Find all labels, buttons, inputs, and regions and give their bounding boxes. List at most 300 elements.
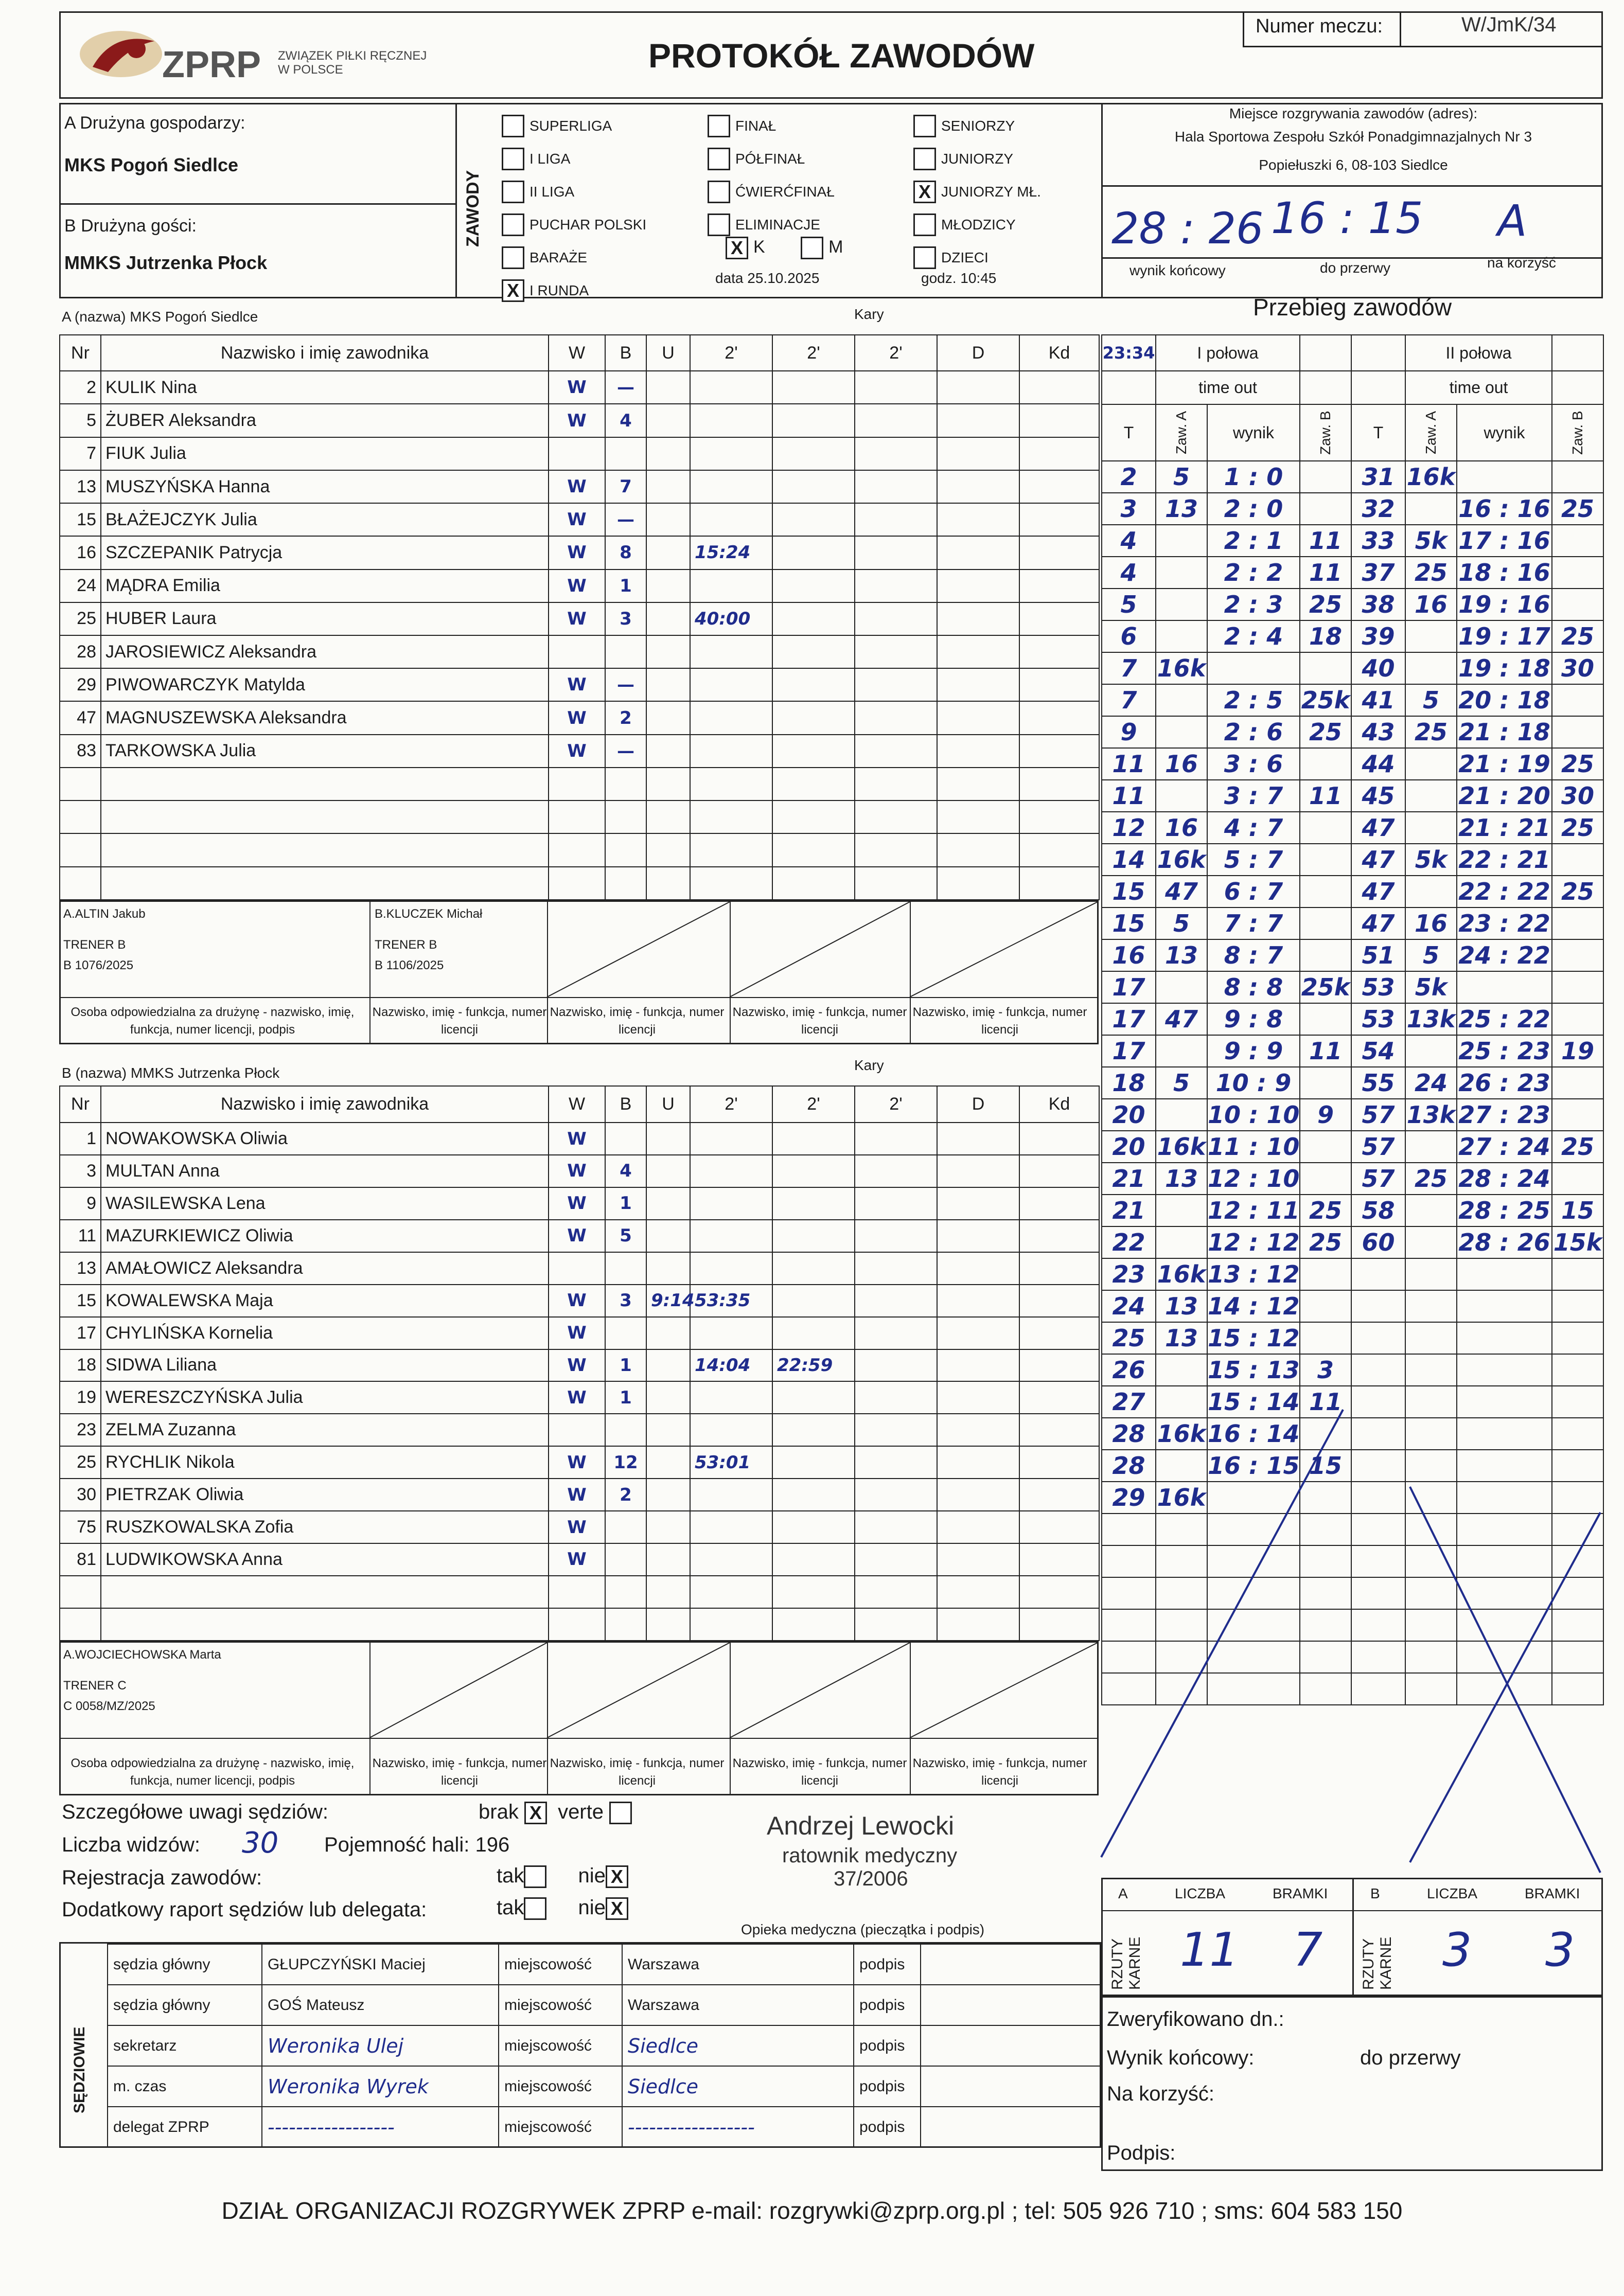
player-penalty-2 [772,1285,855,1317]
player-goals: 1 [605,1187,646,1220]
player-row [60,668,1099,701]
player-penalty-cell [1019,867,1099,900]
timeline-t2: 54 [1351,1035,1405,1067]
player-penalty-2 [772,1381,855,1414]
timeline-score1: 2 : 1 [1207,525,1300,557]
timeline-row [1102,1226,1603,1258]
comp-checkbox[interactable]: X [502,279,524,302]
player-name: KOWALEWSKA Maja [101,1285,549,1317]
player-w [549,1608,605,1641]
comp-option-label: PÓŁFINAŁ [735,151,805,167]
player-goals: 7 [605,470,646,503]
player-w: W [549,668,605,701]
comp-checkbox[interactable] [502,246,524,269]
comp-option [502,142,646,175]
player-w: W [549,1285,605,1317]
comp-checkbox[interactable] [502,181,524,203]
comp-checkbox[interactable]: X [913,181,936,203]
org-sub1: ZWIĄZEK PIŁKI RĘCZNEJ [278,49,427,63]
comp-checkbox[interactable] [708,213,730,236]
player-name: CHYLIŃSKA Kornelia [101,1317,549,1349]
timeline-zaw-b2: 25 [1552,748,1603,780]
timeline-zaw-b2: 19 [1552,1035,1603,1067]
m-checkbox[interactable] [801,237,823,259]
player-goals [605,867,646,900]
timeline-score1 [1207,652,1300,684]
widzow-label: Liczba widzów: [62,1834,201,1856]
player-name: LUDWIKOWSKA Anna [101,1543,549,1576]
timeline-score1: 12 : 12 [1207,1226,1300,1258]
player-w: W [549,1349,605,1382]
timeline-t1: 17 [1102,971,1156,1003]
timeline-score2: 26 : 23 [1457,1067,1552,1099]
timeline-score1: 6 : 7 [1207,876,1300,907]
timeline-score2: 27 : 23 [1457,1099,1552,1131]
player-goals: 3 [605,1285,646,1317]
player-number [60,1576,101,1608]
comp-option-label: MŁODZICY [941,217,1016,233]
gender-row [726,237,843,259]
timeline-zaw-b2: 25 [1552,876,1603,907]
comp-checkbox[interactable] [913,213,936,236]
timeline-zaw-a2 [1405,652,1457,684]
timeline-zaw-a2: 24 [1405,1067,1457,1099]
timeline-zaw-a2 [1405,1322,1457,1354]
winner-label: na korzyść [1487,255,1556,271]
timeline-t1: 6 [1102,620,1156,652]
timeline-zaw-b1: 25 [1300,1226,1351,1258]
player-penalty-2 [772,1187,855,1220]
player-row [60,536,1099,569]
player-penalty-cell [855,800,937,833]
timeline-zaw-a2 [1405,876,1457,907]
player-number: 23 [60,1414,101,1446]
timeline-score1: 3 : 6 [1207,748,1300,780]
player-number [60,768,101,800]
comp-checkbox[interactable] [708,181,730,203]
official-slot-label: Nazwisko, imię - funkcja, numer licencji [550,1005,725,1037]
timeline-zaw-b1: 11 [1300,1035,1351,1067]
timeline-score1: 14 : 12 [1207,1290,1300,1322]
timeline-zaw-b1: 25 [1300,589,1351,620]
player-penalty-cell [937,1608,1019,1641]
player-number: 9 [60,1187,101,1220]
player-w: W [549,1381,605,1414]
official-row [108,1944,1101,1985]
player-penalty-1 [690,1187,772,1220]
player-warning [646,668,690,701]
comp-checkbox[interactable] [502,213,524,236]
timeline-t2: 44 [1351,748,1405,780]
timeline-row [1102,907,1603,939]
timeline-score2: 21 : 18 [1457,716,1552,748]
timeline-score2 [1457,1290,1552,1322]
timeline-score2 [1457,1322,1552,1354]
player-warning [646,1220,690,1252]
player-goals [605,1317,646,1349]
timeline-zaw-a2 [1405,1258,1457,1290]
player-row [60,437,1099,470]
player-name: KULIK Nina [101,371,549,404]
timeline-t1: 24 [1102,1290,1156,1322]
player-name: NOWAKOWSKA Oliwia [101,1123,549,1155]
player-warning [646,1543,690,1576]
player-number: 5 [60,404,101,437]
team-a-table [59,334,1099,900]
timeline-zaw-a1 [1156,1195,1207,1226]
final-score: 28 : 26 [1111,203,1264,254]
brak-checkbox[interactable]: X [524,1802,547,1824]
player-w: W [549,404,605,437]
player-row [60,1155,1099,1187]
timeline-zaw-b2 [1552,1322,1603,1354]
timeline-zaw-b1: 11 [1300,1386,1351,1418]
player-row [60,1543,1099,1576]
timeline-zaw-a2 [1405,1195,1457,1226]
comp-col1 [502,109,646,307]
player-penalty-cell [937,1187,1019,1220]
player-penalty-1 [690,1576,772,1608]
comp-option-label: II LIGA [529,184,575,200]
timeline-zaw-a2 [1405,780,1457,812]
player-penalty-cell [937,1155,1019,1187]
player-warning [646,437,690,470]
player-penalty-cell [855,1543,937,1576]
signature-label: podpis [854,1944,921,1985]
player-w [549,635,605,668]
official-name: Weronika Wyrek [262,2066,499,2107]
player-name [101,833,549,866]
timeline-t2: 58 [1351,1195,1405,1226]
player-penalty-1 [690,404,772,437]
timeline-t2: 53 [1351,971,1405,1003]
player-name [101,768,549,800]
player-penalty-1 [690,867,772,900]
player-goals: — [605,371,646,404]
player-penalty-2: 22:59 [772,1349,855,1382]
player-penalty-cell [855,602,937,635]
org-sub2: W POLSCE [278,63,343,77]
timeline-cell [1351,371,1405,404]
official-place: Siedlce [622,2025,854,2066]
timeline-t2: 31 [1351,461,1405,493]
player-w: W [549,1479,605,1511]
timeline-zaw-b1: 11 [1300,780,1351,812]
timeline-row [1102,1131,1603,1163]
player-penalty-cell [1019,1381,1099,1414]
timeline-t2: 39 [1351,620,1405,652]
signature-cell [921,2025,1101,2066]
timeline-row [1102,1099,1603,1131]
timeline-zaw-a2: 25 [1405,1163,1457,1195]
timeline-zaw-b2: 15k [1552,1226,1603,1258]
player-penalty-cell [937,735,1019,768]
timeline-score2 [1457,461,1552,493]
player-w [549,768,605,800]
player-penalty-1 [690,503,772,536]
player-w: W [549,503,605,536]
player-number: 2 [60,371,101,404]
timeline-zaw-b1: 18 [1300,620,1351,652]
official-role: sekretarz [108,2025,262,2066]
timeline-score2: 25 : 22 [1457,1003,1552,1035]
timeline-zaw-b2 [1552,1354,1603,1386]
timeline-zaw-b1 [1300,1322,1351,1354]
player-penalty-cell [855,1608,937,1641]
timeline-zaw-a2 [1405,1354,1457,1386]
timeline-score2: 17 : 16 [1457,525,1552,557]
player-penalty-cell [855,1187,937,1220]
official-role: delegat ZPRP [108,2107,262,2147]
timeline-score2: 28 : 26 [1457,1226,1552,1258]
player-name: ŻUBER Aleksandra [101,404,549,437]
divider [1101,103,1103,298]
timeline-t1: 14 [1102,844,1156,876]
sedziowie-label: SĘDZIOWIE [71,2026,88,2113]
official-slot-label: Nazwisko, imię - funkcja, numer licencji [912,1005,1087,1037]
rejestracja-row [497,1864,633,1888]
team-a-officials [59,900,1099,1044]
player-penalty-2 [772,1608,855,1641]
player-penalty-cell [937,635,1019,668]
player-penalty-1 [690,1220,772,1252]
player-penalty-cell [1019,404,1099,437]
player-penalty-cell [1019,569,1099,602]
col-header: Nr [60,335,101,371]
timeline-zaw-a1: 13 [1156,1163,1207,1195]
timeline-score1: 1 : 0 [1207,461,1300,493]
official-2-role: TRENER B [375,938,437,952]
player-row [60,1349,1099,1382]
col-header: B [605,335,646,371]
player-row [60,1187,1099,1220]
player-goals [605,437,646,470]
player-row [60,503,1099,536]
player-penalty-cell [1019,800,1099,833]
player-name: TARKOWSKA Julia [101,735,549,768]
timeline-zaw-b2 [1552,557,1603,589]
player-number: 83 [60,735,101,768]
timeline-zaw-b2 [1552,1290,1603,1322]
slot-diagonals [61,902,1100,1000]
timeline-zaw-a1: 16k [1156,844,1207,876]
comp-checkbox[interactable] [913,115,936,137]
player-penalty-cell [1019,635,1099,668]
player-w: W [549,1155,605,1187]
timeline-timeout-row [1102,371,1603,404]
timeline-t2 [1351,1290,1405,1322]
player-penalty-cell [1019,470,1099,503]
col-header: 2' [855,335,937,371]
player-penalty-cell [1019,1414,1099,1446]
match-time: godz. 10:45 [921,270,997,286]
player-penalty-cell [855,1220,937,1252]
official-1-licence: B 1076/2025 [63,958,134,972]
player-penalty-cell [937,602,1019,635]
rej-nie-checkbox[interactable]: X [606,1865,628,1888]
divider [455,103,457,298]
official-name: Weronika Ulej [262,2025,499,2066]
rej-tak-checkbox[interactable] [524,1865,546,1888]
player-penalty-2 [772,735,855,768]
player-name: BŁAŻEJCZYK Julia [101,503,549,536]
comp-option [913,109,1041,142]
player-penalty-cell [937,1511,1019,1543]
official-2-licence: B 1106/2025 [375,958,444,972]
timeline-t2: 51 [1351,939,1405,971]
player-penalty-1 [690,437,772,470]
timeline-row [1102,525,1603,557]
player-penalty-cell [1019,503,1099,536]
player-number: 19 [60,1381,101,1414]
timeline-score1: 9 : 9 [1207,1035,1300,1067]
timeline-t1: 21 [1102,1195,1156,1226]
timeline-score1: 12 : 11 [1207,1195,1300,1226]
comp-checkbox[interactable] [708,115,730,137]
pen-a-bramki: BRAMKI [1273,1885,1328,1901]
away-team-label: B Drużyna gości: [64,216,197,236]
widzow-value: 30 [242,1826,279,1860]
comp-checkbox[interactable] [913,246,936,269]
brak-label: brak [479,1801,519,1823]
comp-checkbox[interactable] [708,148,730,170]
player-penalty-cell [855,1511,937,1543]
k-checkbox[interactable]: X [726,237,748,259]
timeline-score1: 16 : 15 [1207,1450,1300,1482]
timeline-zaw-b1 [1300,1258,1351,1290]
player-penalty-cell [1019,1187,1099,1220]
player-penalty-1 [690,1414,772,1446]
player-penalty-2 [772,1479,855,1511]
signature-label: podpis [854,2066,921,2107]
team-a-kary: Kary [854,306,884,322]
comp-checkbox[interactable] [502,115,524,137]
comp-option [913,175,1041,208]
timeline-t2 [1351,1258,1405,1290]
player-number [60,800,101,833]
timeline-zaw-b2 [1552,907,1603,939]
timeline-score2: 25 : 23 [1457,1035,1552,1067]
player-warning [646,1608,690,1641]
timeline-zaw-a1 [1156,716,1207,748]
player-penalty-cell [855,701,937,734]
player-penalty-cell [937,1349,1019,1382]
player-penalty-cell [1019,768,1099,800]
player-number: 47 [60,701,101,734]
player-warning [646,1479,690,1511]
player-penalty-cell [937,1220,1019,1252]
comp-checkbox[interactable] [913,148,936,170]
timeline-row [1102,844,1603,876]
timeline-score2: 19 : 18 [1457,652,1552,684]
verte-checkbox[interactable] [609,1802,632,1824]
timeline-t2: 37 [1351,557,1405,589]
player-warning [646,800,690,833]
half-score-label: do przerwy [1320,260,1390,276]
signature-label: podpis [854,2025,921,2066]
player-penalty-1 [690,1479,772,1511]
timeline-score1: 2 : 4 [1207,620,1300,652]
timeline-zaw-b2: 25 [1552,1131,1603,1163]
player-penalty-cell [855,1576,937,1608]
timeline-zaw-a1 [1156,557,1207,589]
player-w: W [549,1187,605,1220]
timeline-zaw-a1 [1156,525,1207,557]
timeline-score2 [1457,1354,1552,1386]
verify-half: do przerwy [1360,2046,1461,2069]
comp-option [502,241,646,274]
player-name: PIWOWARCZYK Matylda [101,668,549,701]
player-warning [646,1381,690,1414]
player-penalty-cell [1019,1446,1099,1479]
player-row [60,1414,1099,1446]
timeline-zaw-a2: 16 [1405,589,1457,620]
player-row [60,1576,1099,1608]
player-penalty-cell [855,735,937,768]
medical-role: ratownik medyczny [782,1844,958,1867]
player-name: MAGNUSZEWSKA Aleksandra [101,701,549,734]
signature-cell [921,1944,1101,1985]
player-penalty-1 [690,735,772,768]
comp-checkbox[interactable] [502,148,524,170]
comp-option-label: I RUNDA [529,282,589,298]
timeline-t2: 32 [1351,493,1405,525]
player-penalty-cell [1019,437,1099,470]
player-w [549,800,605,833]
player-penalty-2 [772,1155,855,1187]
signature-cell [921,2107,1101,2147]
timeline-row [1102,652,1603,684]
team-b-name: B (nazwa) MMKS Jutrzenka Płock [62,1065,280,1081]
zawody-label: ZAWODY [463,170,483,247]
comp-option-label: JUNIORZY MŁ. [941,184,1041,200]
timeline-score2: 21 : 21 [1457,812,1552,844]
player-penalty-cell [937,1317,1019,1349]
timeline-zaw-b1: 25 [1300,716,1351,748]
timeline-t1: 15 [1102,907,1156,939]
timeline-zaw-b2: 30 [1552,652,1603,684]
player-penalty-2 [772,800,855,833]
team-a-name: A (nazwa) MKS Pogoń Siedlce [62,309,258,325]
comp-option-label: FINAŁ [735,118,776,134]
timeline-zaw-a2: 25 [1405,716,1457,748]
official-2: B.KLUCZEK Michał [375,907,483,921]
player-warning [646,569,690,602]
rap-nie-checkbox[interactable]: X [606,1897,628,1920]
player-name: RUSZKOWALSKA Zofia [101,1511,549,1543]
player-goals [605,1123,646,1155]
player-row [60,1252,1099,1285]
player-penalty-1 [690,1511,772,1543]
player-w: W [549,536,605,569]
player-w: W [549,701,605,734]
player-number: 13 [60,470,101,503]
timeline-score1: 10 : 10 [1207,1099,1300,1131]
timeline-zaw-b2 [1552,971,1603,1003]
player-warning [646,503,690,536]
player-penalty-cell [1019,1317,1099,1349]
timeline-zaw-b2 [1552,716,1603,748]
player-penalty-cell [937,470,1019,503]
player-penalty-2 [772,768,855,800]
timeline-t2: 47 [1351,812,1405,844]
player-goals: — [605,668,646,701]
rap-tak-checkbox[interactable] [524,1897,546,1920]
pen-a-label: A [1118,1885,1128,1901]
player-number: 81 [60,1543,101,1576]
player-number [60,1608,101,1641]
player-penalty-cell [855,1317,937,1349]
